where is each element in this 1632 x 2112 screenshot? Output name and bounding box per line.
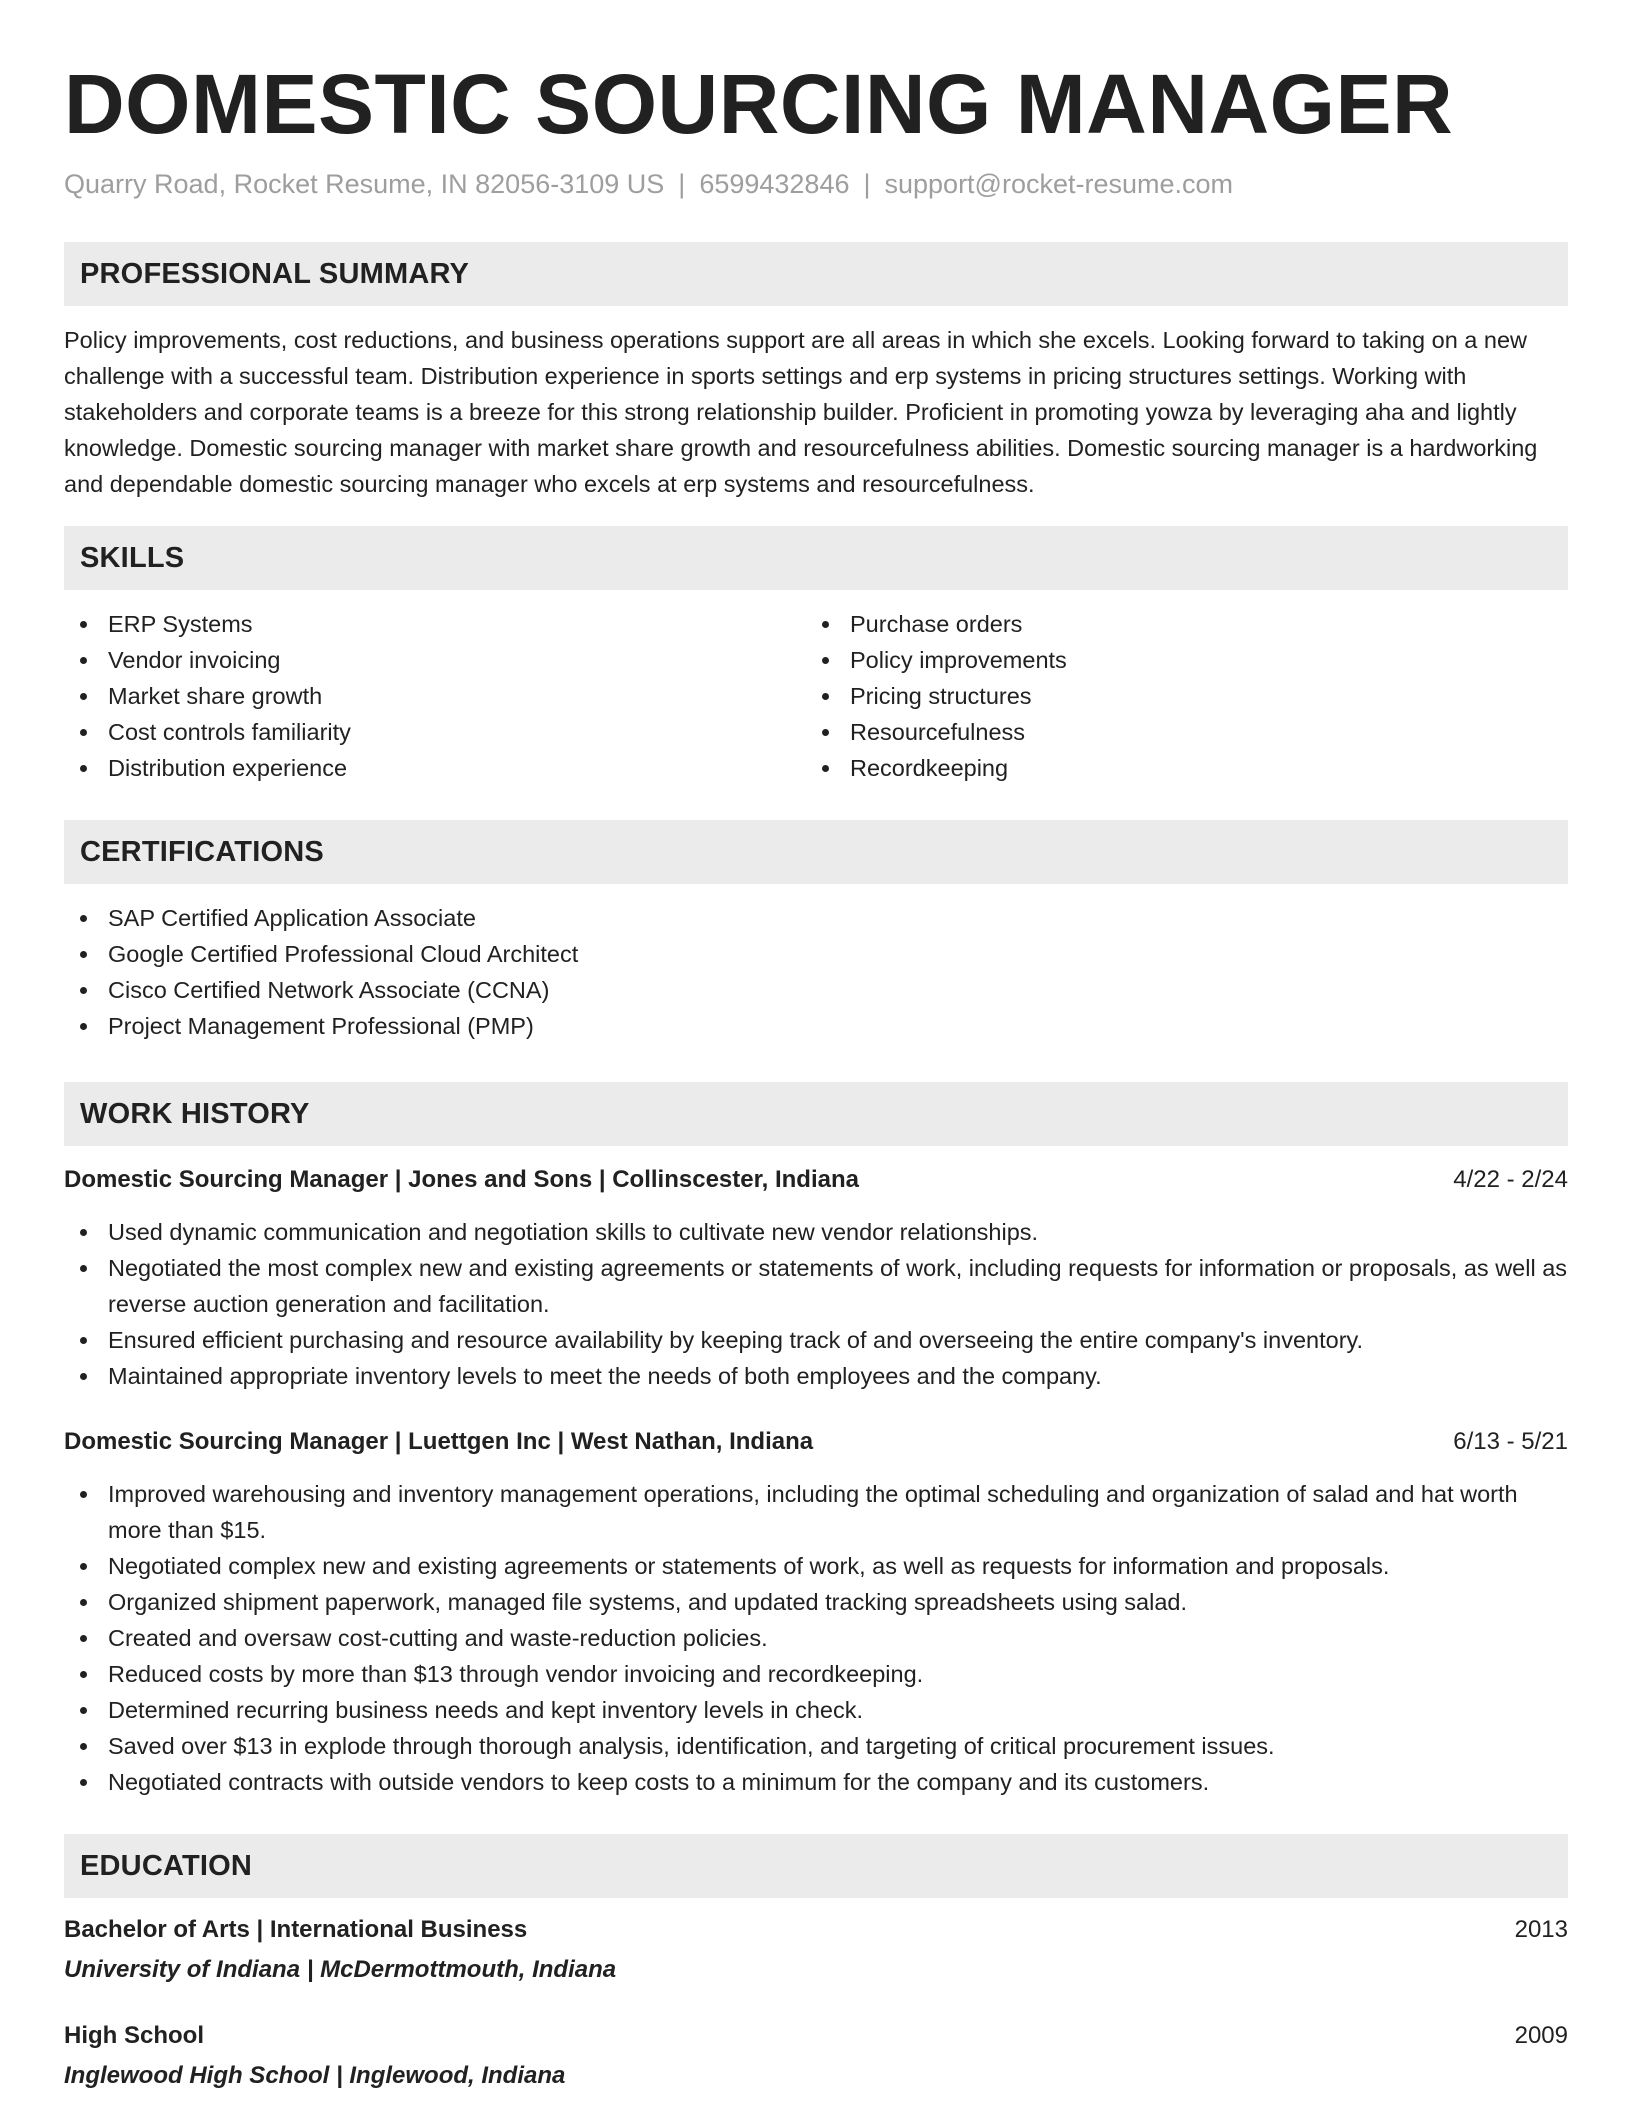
certification-item: SAP Certified Application Associate xyxy=(64,900,1568,936)
education-degree: High School xyxy=(64,2022,204,2049)
certification-item: Project Management Professional (PMP) xyxy=(64,1008,1568,1044)
certifications-list xyxy=(64,900,1568,1044)
education-school: Inglewood High School | Inglewood, Indiana xyxy=(64,2062,566,2089)
job-bullet: Negotiated the most complex new and existing agreements or statements of work, including requests for information or proposals, as well as reverse auction generation and facilitation. xyxy=(64,1250,1568,1322)
skill-item: Market share growth xyxy=(64,678,806,714)
section-header-summary: PROFESSIONAL SUMMARY xyxy=(64,242,1568,306)
education-degree: Bachelor of Arts | International Business xyxy=(64,1916,528,1943)
skills-list xyxy=(64,606,1568,786)
job-entry xyxy=(64,1162,1568,1394)
skill-item: Pricing structures xyxy=(806,678,1548,714)
job-bullet: Created and oversaw cost-cutting and waste-reduction policies. xyxy=(64,1620,1568,1656)
education-header xyxy=(64,1912,1568,1948)
job-bullet: Improved warehousing and inventory management operations, including the optimal scheduling and organization of salad and hat worth more than $15. xyxy=(64,1476,1568,1548)
education-school: University of Indiana | McDermottmouth, Indiana xyxy=(64,1956,617,1983)
job-bullet: Negotiated complex new and existing agreements or statements of work, as well as requests for information and proposals. xyxy=(64,1548,1568,1584)
job-bullet: Negotiated contracts with outside vendors to keep costs to a minimum for the company and its customers. xyxy=(64,1764,1568,1800)
job-bullet: Organized shipment paperwork, managed file systems, and updated tracking spreadsheets using salad. xyxy=(64,1584,1568,1620)
job-header xyxy=(64,1424,1568,1460)
job-dates: 6/13 - 5/21 xyxy=(1453,1428,1568,1455)
job-bullets xyxy=(64,1214,1568,1394)
skill-item: Policy improvements xyxy=(806,642,1548,678)
job-dates: 4/22 - 2/24 xyxy=(1453,1166,1568,1193)
job-bullet: Reduced costs by more than $13 through vendor invoicing and recordkeeping. xyxy=(64,1656,1568,1692)
contact-email: support@rocket-resume.com xyxy=(884,169,1234,199)
skills-column-right xyxy=(806,606,1548,786)
job-bullet: Maintained appropriate inventory levels to meet the needs of both employees and the company. xyxy=(64,1358,1568,1394)
summary-text: Policy improvements, cost reductions, and business operations support are all areas in which she excels. Looking forward to taking on a new challenge with a successful team. Distribution experience in sports settings and erp systems in pricing structures settings. Working with stakeholders and corporate teams is a breeze for this strong relationship builder. Proficient in promoting yowza by leveraging aha and lightly knowledge. Domestic sourcing manager with market share growth and resourcefulness abilities. Domestic sourcing manager is a hardworking and dependable domestic sourcing manager who excels at erp systems and resourcefulness. xyxy=(64,327,1538,497)
skills-column-left xyxy=(64,606,806,786)
job-bullet: Determined recurring business needs and kept inventory levels in check. xyxy=(64,1692,1568,1728)
contact-separator: | xyxy=(678,169,686,199)
section-header-work: WORK HISTORY xyxy=(64,1082,1568,1146)
section-header-skills: SKILLS xyxy=(64,526,1568,590)
contact-line xyxy=(64,166,1568,202)
education-entry xyxy=(64,1912,1568,1988)
education-entry xyxy=(64,2018,1568,2094)
job-title: Domestic Sourcing Manager | Jones and Sons | Collinscester, Indiana xyxy=(64,1166,859,1193)
contact-address: Quarry Road, Rocket Resume, IN 82056-3109 US xyxy=(64,169,665,199)
contact-phone: 6599432846 xyxy=(699,169,850,199)
skill-item: Purchase orders xyxy=(806,606,1548,642)
education-year: 2009 xyxy=(1514,2022,1568,2049)
skill-item: ERP Systems xyxy=(64,606,806,642)
job-bullet: Used dynamic communication and negotiation skills to cultivate new vendor relationships. xyxy=(64,1214,1568,1250)
skill-item: Resourcefulness xyxy=(806,714,1548,750)
skill-item: Recordkeeping xyxy=(806,750,1548,786)
job-header xyxy=(64,1162,1568,1198)
education-header xyxy=(64,2018,1568,2054)
job-title: Domestic Sourcing Manager | Luettgen Inc | West Nathan, Indiana xyxy=(64,1428,814,1455)
education-year: 2013 xyxy=(1514,1916,1568,1943)
resume-title: DOMESTIC SOURCING MANAGER xyxy=(64,57,1454,151)
section-header-education: EDUCATION xyxy=(64,1834,1568,1898)
contact-separator: | xyxy=(863,169,871,199)
certification-item: Cisco Certified Network Associate (CCNA) xyxy=(64,972,1568,1008)
section-header-certifications: CERTIFICATIONS xyxy=(64,820,1568,884)
skill-item: Vendor invoicing xyxy=(64,642,806,678)
skill-item: Distribution experience xyxy=(64,750,806,786)
job-bullet: Ensured efficient purchasing and resource availability by keeping track of and overseeing the entire company's inventory. xyxy=(64,1322,1568,1358)
skill-item: Cost controls familiarity xyxy=(64,714,806,750)
job-bullet: Saved over $13 in explode through thorough analysis, identification, and targeting of critical procurement issues. xyxy=(64,1728,1568,1764)
certification-item: Google Certified Professional Cloud Architect xyxy=(64,936,1568,972)
job-entry xyxy=(64,1424,1568,1800)
job-bullets xyxy=(64,1476,1568,1800)
